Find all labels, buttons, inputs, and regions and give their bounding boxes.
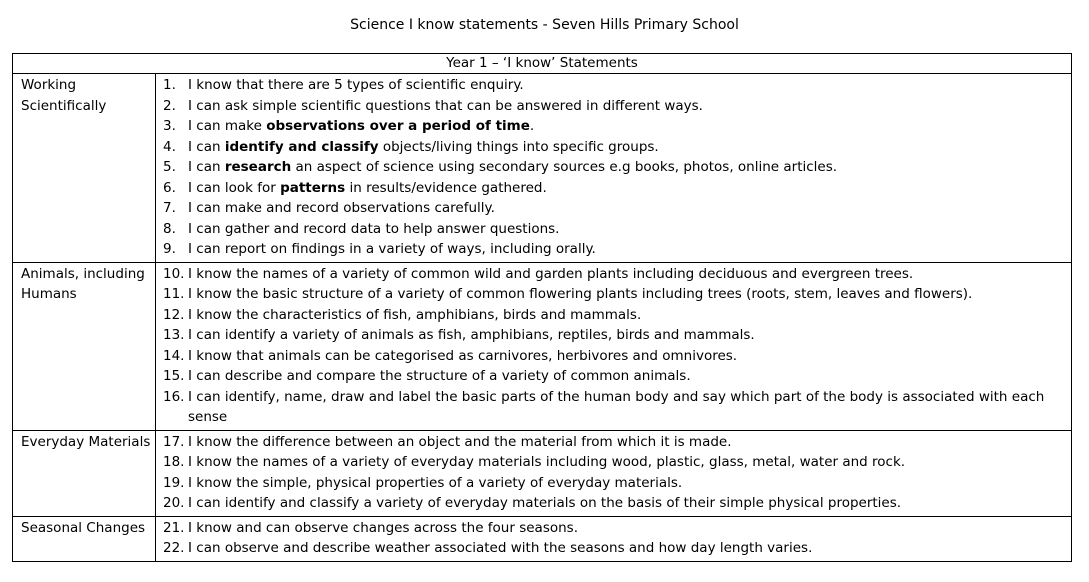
statement-text [188,198,1065,219]
category-cell: Everyday Materials [13,430,156,516]
statement-emphasis: research [224,159,292,175]
statement-item [163,264,1065,285]
statement-text [188,387,1065,428]
statement-number: 22. [163,540,185,556]
statement-text [188,452,1065,473]
statement-text-run: I know that animals can be categorised as carnivores, herbivores and omnivores. [188,347,738,364]
statement-number: 7. [163,200,176,216]
statement-text [188,346,1065,367]
year-header: Year 1 – ‘I know’ Statements [13,54,1072,74]
statement-text-run: I can [188,138,225,155]
statement-number: 15. [163,368,185,384]
table-header-row [13,54,1072,74]
statement-text [188,473,1065,494]
statement-number: 17. [163,433,185,450]
statement-number: 14. [163,347,185,364]
statement-list [156,74,1072,263]
statement-text [188,325,1065,346]
statement-item [163,387,1065,428]
statement-text [188,538,1065,559]
statement-text-run: an aspect of science using secondary sources e.g books, photos, online articles. [291,159,838,175]
statement-number: 6. [163,179,176,196]
statement-text-run: I know the names of a variety of common wild and garden plants including deciduous and evergreen trees. [188,265,914,282]
statement-text-run: I can ask simple scientific questions that can be answered in different ways. [188,97,703,114]
statement-number: 10. [163,265,185,282]
statement-item [163,239,1065,260]
statement-number: 12. [163,306,185,323]
section-row-seasonal-changes [13,516,1072,561]
statement-item [163,473,1065,494]
statement-number: 2. [163,97,176,114]
statement-item [163,198,1065,219]
statement-item [163,284,1065,305]
statement-list [156,516,1072,561]
category-cell: Working Scientifically [13,74,156,263]
statement-text-run: I can identify, name, draw and label the basic parts of the human body and say which part of the body is associated with each sense [188,388,1045,425]
statement-text-run: I know the characteristics of fish, amphibians, birds and mammals. [188,306,642,323]
statement-number: 16. [163,388,185,405]
section-row-working-scientifically [13,74,1072,263]
statement-text-run: I can make and record observations carefully. [188,200,495,216]
statement-item [163,493,1065,514]
statement-text [188,75,1065,96]
statement-text-run: I can [188,159,225,175]
statement-item [163,325,1065,346]
statement-text-run: . [529,118,535,134]
statement-text [188,518,1065,539]
statement-item [163,452,1065,473]
statement-text [188,493,1065,514]
statement-item [163,518,1065,539]
statement-text [188,432,1065,453]
section-row-animals-including-humans [13,262,1072,430]
statement-text [188,96,1065,117]
statement-text-run: I know the basic structure of a variety of common flowering plants including trees (roots, stem, leaves and flowers). [188,286,973,302]
statement-item [163,305,1065,326]
statement-number: 19. [163,474,185,491]
statement-text [188,116,1065,137]
statement-number: 1. [163,77,176,93]
statement-text-run: I can identify and classify a variety of everyday materials on the basis of their simple physical properties. [188,495,902,511]
statement-text [188,239,1065,260]
statement-number: 21. [163,519,185,536]
statement-text-run: I know the difference between an object and the material from which it is made. [188,433,732,450]
statement-number: 5. [163,159,176,175]
statement-text-run: I can describe and compare the structure of a variety of common animals. [188,368,691,384]
statement-list [156,430,1072,516]
statement-emphasis: patterns [280,179,346,196]
statement-text-run: I can observe and describe weather associated with the seasons and how day length varies. [188,540,813,556]
statement-item [163,538,1065,559]
statement-number: 3. [163,118,176,134]
statement-number: 8. [163,220,176,237]
statement-text [188,219,1065,240]
statement-text-run: I can identify a variety of animals as fish, amphibians, reptiles, birds and mammals. [188,327,755,343]
statement-number: 13. [163,327,185,343]
statement-item [163,178,1065,199]
statement-text-run: I know and can observe changes across the four seasons. [188,519,578,536]
statement-text-run: in results/evidence gathered. [345,179,547,196]
statement-text [188,305,1065,326]
statement-emphasis: identify and classify [224,138,379,155]
statement-item [163,219,1065,240]
statement-text-run: I know that there are 5 types of scientific enquiry. [188,77,524,93]
statement-item [163,116,1065,137]
statement-text-run: objects/living things into specific groups. [378,138,659,155]
statement-item [163,157,1065,178]
section-row-everyday-materials [13,430,1072,516]
statement-number: 18. [163,454,185,470]
statement-text [188,137,1065,158]
statement-text-run: I can look for [188,179,281,196]
statement-text [188,157,1065,178]
statement-item [163,366,1065,387]
statement-item [163,432,1065,453]
category-cell: Animals, including Humans [13,262,156,430]
statement-item [163,346,1065,367]
statement-item [163,137,1065,158]
statement-list [156,262,1072,430]
statement-text [188,366,1065,387]
statement-text [188,178,1065,199]
statement-text [188,284,1065,305]
statement-text-run: I can report on findings in a variety of ways, including orally. [188,241,596,257]
statement-text-run: I know the names of a variety of everyday materials including wood, plastic, glass, metal, water and rock. [188,454,906,470]
statements-table [12,53,1072,562]
statement-text-run: I can make [188,118,267,134]
statement-number: 4. [163,138,176,155]
statement-number: 9. [163,241,176,257]
statement-item [163,96,1065,117]
statement-number: 20. [163,495,185,511]
statement-emphasis: observations over a period of time [266,118,530,134]
document-title: Science I know statements - Seven Hills Primary School [350,17,739,33]
statement-text-run: I can gather and record data to help answer questions. [188,220,560,237]
statement-text [188,264,1065,285]
statement-text-run: I know the simple, physical properties of a variety of everyday materials. [188,474,683,491]
statement-item [163,75,1065,96]
category-cell: Seasonal Changes [13,516,156,561]
statement-number: 11. [163,286,185,302]
